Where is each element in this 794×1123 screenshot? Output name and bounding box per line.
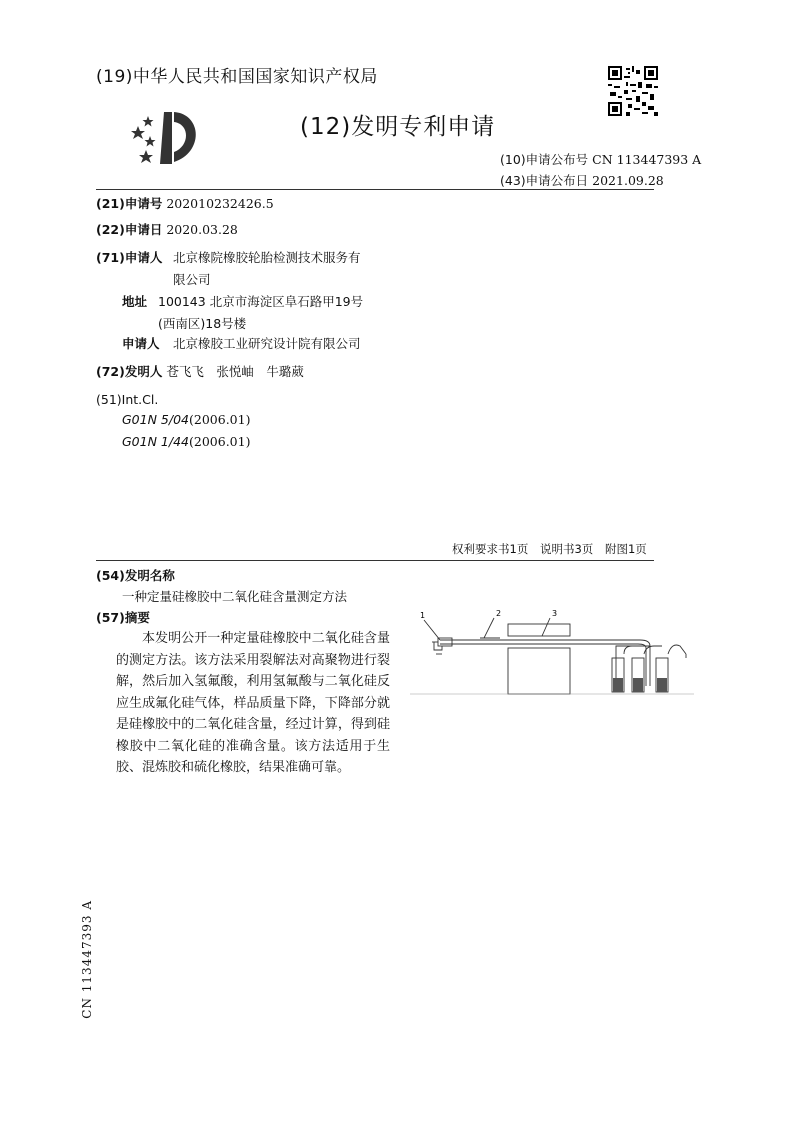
ipc-code-1 [122, 412, 250, 427]
abstract-label: (57)摘要 [96, 610, 150, 625]
document-type: (12)发明专利申请 [300, 114, 496, 140]
patent-office-name: (19)中华人民共和国国家知识产权局 [96, 67, 378, 87]
figure-label-1: 1 [420, 611, 426, 620]
figure-label-3: 3 [552, 609, 558, 618]
invention-title: 一种定量硅橡胶中二氧化硅含量测定方法 [122, 589, 348, 604]
app-no-value: 202010232426.5 [166, 196, 274, 211]
pub-number-value: CN 113447393 A [592, 152, 702, 167]
pub-number-label: (10)申请公布号 [500, 152, 589, 167]
abstract-figure [410, 606, 694, 698]
applicant2-label: 申请人 [122, 336, 160, 351]
app-date-value: 2020.03.28 [166, 222, 238, 237]
qr-code [608, 66, 658, 116]
page-count-info: 权利要求书1页 说明书3页 附图1页 [452, 542, 647, 556]
application-date [96, 220, 238, 240]
inventor-names: 苍飞飞 张悦岫 牛璐葳 [166, 364, 304, 379]
publication-date [500, 171, 664, 189]
header-divider [96, 189, 654, 190]
ipc-code-2 [122, 434, 250, 449]
applicant-label-text: (71)申请人 [96, 250, 163, 265]
address-line2: (西南区)18号楼 [158, 316, 247, 331]
applicant2-value: 北京橡胶工业研究设计院有限公司 [173, 336, 361, 351]
pub-date-label: (43)申请公布日 [500, 173, 589, 188]
address-label: 地址 [122, 294, 148, 309]
figure-label-2: 2 [496, 609, 502, 618]
ipc-code-1-version: (2006.01) [189, 412, 251, 427]
applicant-label [96, 248, 162, 268]
app-no-label: (21)申请号 [96, 196, 163, 211]
ipc-code-1-value: G01N 5/04 [122, 412, 189, 427]
title-label: (54)发明名称 [96, 568, 175, 583]
applicant-line2: 限公司 [173, 272, 211, 287]
ipc-code-2-version: (2006.01) [189, 434, 251, 449]
inventor-label: (72)发明人 [96, 364, 163, 379]
ipc-code-2-value: G01N 1/44 [122, 434, 189, 449]
int-cl-label: (51)Int.Cl. [96, 392, 159, 407]
abstract-text: 本发明公开一种定量硅橡胶中二氧化硅含量的测定方法。该方法采用裂解法对高聚物进行裂解，然后加入氢氟酸，利用氢氟酸与二氧化硅反应生成氟化硅气体，样品质量下降，下降部分就是硅橡胶中的二氧化硅含量，经过计算，得到硅橡胶中二氧化硅的准确含量。该方法适用于生胶、混炼胶和硫化橡胶，结果准确可靠。 [116, 631, 390, 775]
applicant-line1: 北京橡院橡胶轮胎检测技术服务有 [173, 250, 361, 265]
application-number [96, 194, 274, 214]
app-date-label: (22)申请日 [96, 222, 163, 237]
publication-number [500, 150, 701, 168]
pub-date-value: 2021.09.28 [592, 173, 664, 188]
address-line1: 100143 北京市海淀区阜石路甲19号 [158, 294, 364, 309]
side-publication-number: CN 113447393 A [80, 900, 94, 1019]
section-divider [96, 560, 654, 561]
inventors [96, 362, 304, 382]
cnipa-logo [128, 106, 208, 170]
